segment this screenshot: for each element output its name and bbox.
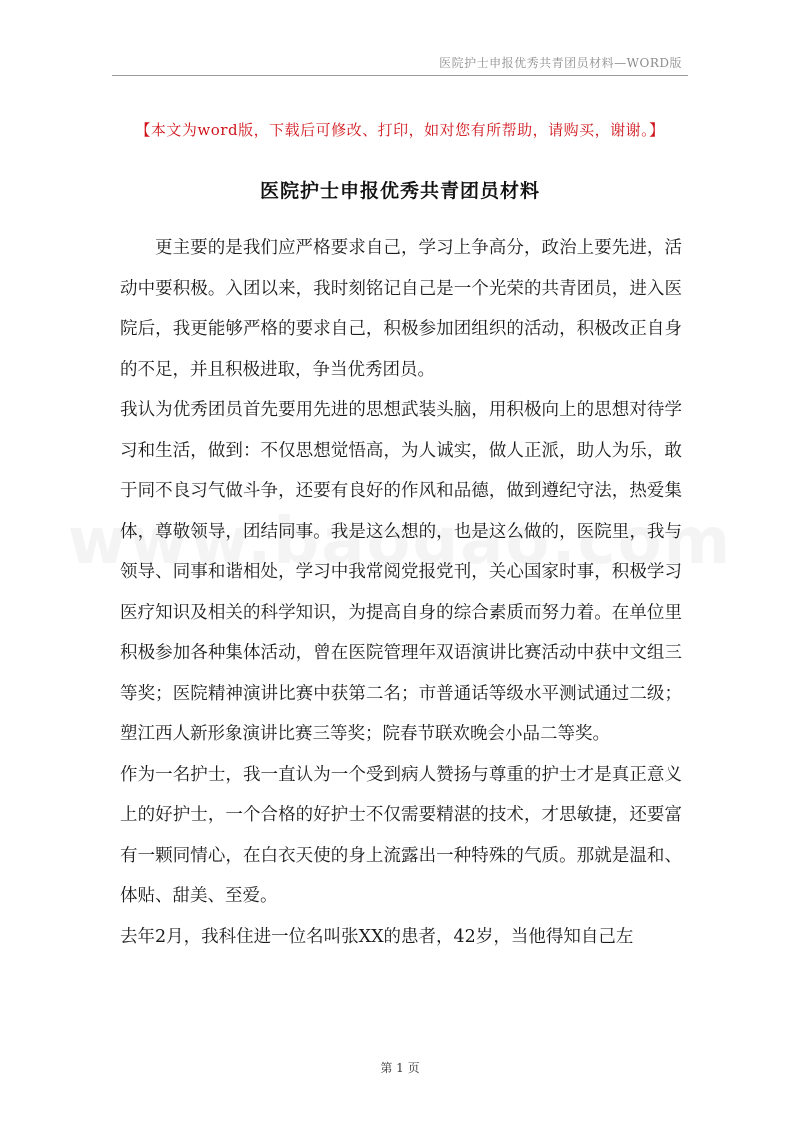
document-body bbox=[120, 228, 682, 957]
paragraph: 我认为优秀团员首先要用先进的思想武装头脑，用积极向上的思想对待学习和生活，做到：不仅思想觉悟高，为人诚实，做人正派，助人为乐，敢于同不良习气做斗争，还要有良好的作风和品德，做到遵纪守法，热爱集体，尊敬领导，团结同事。我是这么想的，也是这么做的，医院里，我与领导、同事和谐相处，学习中我常阅党报党刊，关心国家时事，积极学习医疗知识及相关的科学知识，为提高自身的综合素质而努力着。在单位里积极参加各种集体活动，曾在医院管理年双语演讲比赛活动中获中文组三等奖；医院精神演讲比赛中获第二名；市普通话等级水平测试通过二级；塑江西人新形象演讲比赛三等奖；院春节联欢晚会小品二等奖。 bbox=[120, 400, 682, 744]
header-divider bbox=[112, 75, 688, 76]
paragraph: 去年2月，我科住进一位名叫张XX的患者，42岁，当他得知自己左 bbox=[120, 926, 634, 947]
paragraph: 更主要的是我们应严格要求自己，学习上争高分，政治上要先进，活动中要积极。入团以来，我时刻铭记自己是一个光荣的共青团员，进入医院后，我更能够严格的要求自己，积极参加团组织的活动，积极改正自身的不足，并且积极进取，争当优秀团员。 bbox=[120, 238, 682, 380]
paragraph: 作为一名护士，我一直认为一个受到病人赞扬与尊重的护士才是真正意义上的好护士，一个合格的好护士不仅需要精湛的技术，才思敏捷，还要富有一颗同情心，在白衣天使的身上流露出一种特殊的气质。那就是温和、体贴、甜美、至爱。 bbox=[120, 764, 682, 906]
document-title: 医院护士申报优秀共青团员材料 bbox=[259, 180, 540, 202]
running-header-title: 医院护士申报优秀共青团员材料—WORD版 bbox=[439, 56, 682, 70]
purchase-notice: 【本文为word版，下载后可修改、打印，如对您有所帮助，请购买，谢谢。】 bbox=[135, 121, 665, 139]
page-number: 第 1 页 bbox=[380, 1061, 420, 1075]
